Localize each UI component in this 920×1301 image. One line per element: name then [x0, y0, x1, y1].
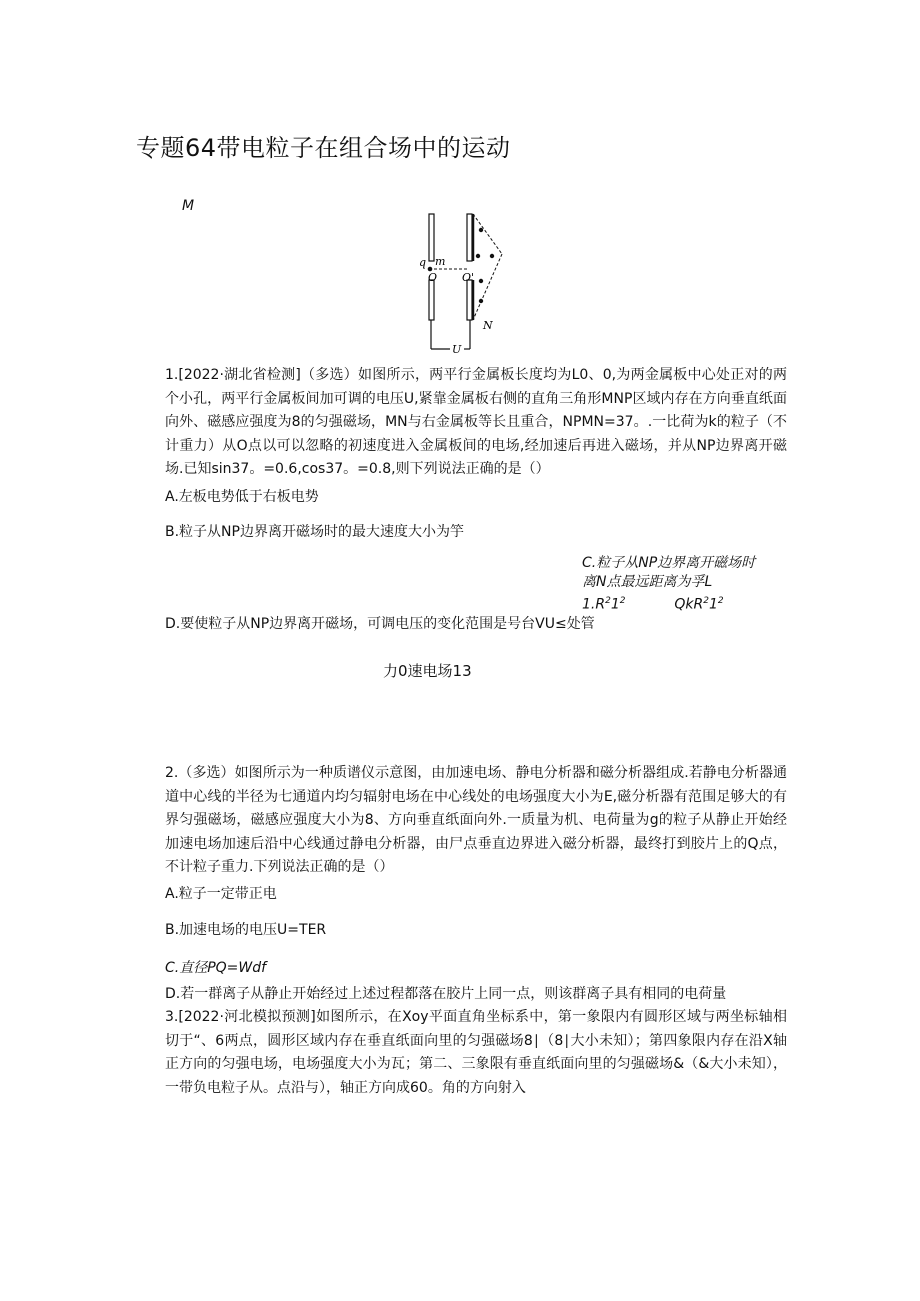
figure-label-o-prime: O': [462, 271, 475, 284]
left-plate-upper: [429, 214, 434, 261]
field-dot: [479, 228, 483, 232]
option-c-r: 1.R: [582, 596, 606, 613]
option-c-sup3: 2: [703, 596, 709, 606]
question-1-option-a: A.左板电势低于右板电势: [165, 489, 319, 505]
figure-1-diagram: [410, 208, 520, 360]
question-1-option-c: [582, 554, 792, 615]
question-3-stem: 3.[2022·河北模拟预测]如图所示，在Xoy平面直角坐标系中，第一象限内有圆形区域与两坐标轴相切于“、6两点，圆形区域内存在垂直纸面向里的匀强磁场8∣（8∣大小未知）；第四象限内存在沿X轴正方向的匀强电场，电场强度大小为瓦；第二、三象限有垂直纸面向里的匀强磁场&（&大小未知），一带负电粒子从。点沿与），轴正方向成60。角的方向射入: [165, 1009, 787, 1096]
question-2-stem: 2.（多选）如图所示为一种质谱仪示意图，由加速电场、静电分析器和磁分析器组成.若静电分析器通道中心线的半径为七通道内均匀辐射电场在中心线处的电场强度大小为E,磁分析器有范围足够大的有界匀强磁场，磁感应强度大小为8、方向垂直纸面向外.一质量为机、电荷量为g的粒子从静止开始经加速电场加速后沿中心线通过静电分析器，由尸点垂直边界进入磁分析器，最终打到胶片上的Q点，不计粒子重力.下列说法正确的是（）: [165, 765, 787, 875]
question-1-option-b: B.粒子从NP边界离开磁场时的最大速度大小为竽: [165, 524, 464, 540]
question-1-footer: 力0速电场13: [383, 662, 472, 680]
field-dot: [490, 254, 494, 258]
question-1-stem: 1.[2022·湖北省检测]（多选）如图所示，两平行金属板长度均为L0、0,为两金属板中心处正对的两个小孔，两平行金属板间加可调的电压U,紧靠金属板右侧的直角三角形MNP区域内存在方向垂直纸面向外、磁感应强度为8的匀强磁场，MN与右金属板等长且重合，NPMN=37。.一比荷为k的粒子（不计重力）从O点以可以忽略的初速度进入金属板间的电场,经加速后再进入磁场，并从NP边界离开磁场.已知sin37。=0.6,cos37。=0.8,则下列说法正确的是（）: [165, 367, 787, 477]
figure-label-m-lower: m: [435, 255, 446, 268]
question-2-option-d: D.若一群离子从静止开始经过上述过程都落在胶片上同一点，则该群离子具有相同的电荷量: [165, 986, 727, 1002]
page-title: 专题64带电粒子在组合场中的运动: [136, 134, 511, 162]
option-c-line2: 离N点最远距离为孚L: [582, 574, 713, 590]
question-2-option-a: A.粒子一定带正电: [165, 886, 277, 902]
option-c-one-b: 1: [708, 596, 718, 613]
option-c-sup1: 2: [605, 596, 611, 606]
figure-label-u: U: [452, 343, 462, 356]
field-dot: [476, 254, 480, 258]
figure-label-q: q: [419, 256, 427, 269]
field-dot: [479, 279, 483, 283]
question-1-option-d: D.要使粒子从NP边界离开磁场，可调电压的变化范围是号台VU≤处管: [165, 616, 595, 632]
triangle-edge-mp: [473, 214, 502, 254]
option-c-line3: [582, 592, 792, 615]
figure-label-o: O: [428, 271, 438, 284]
triangle-edge-pn: [473, 254, 502, 320]
option-c-one: 1: [610, 596, 620, 613]
field-dot: [479, 299, 483, 303]
option-c-sup2: 2: [619, 596, 626, 606]
option-c-sup4: 2: [717, 596, 724, 606]
left-plate-lower: [429, 280, 434, 320]
right-plate-upper: [467, 214, 472, 261]
option-c-line1: C.粒子从NP边界离开磁场时: [582, 555, 756, 571]
question-2-option-c: C.直径PQ=Wdf: [165, 960, 267, 976]
question-2-option-b: B.加速电场的电压U=TER: [165, 922, 327, 938]
right-plate-lower: [467, 280, 472, 320]
option-c-qkr: QkR: [674, 596, 704, 613]
figure-label-m: M: [182, 198, 195, 214]
figure-label-n: N: [483, 319, 493, 332]
